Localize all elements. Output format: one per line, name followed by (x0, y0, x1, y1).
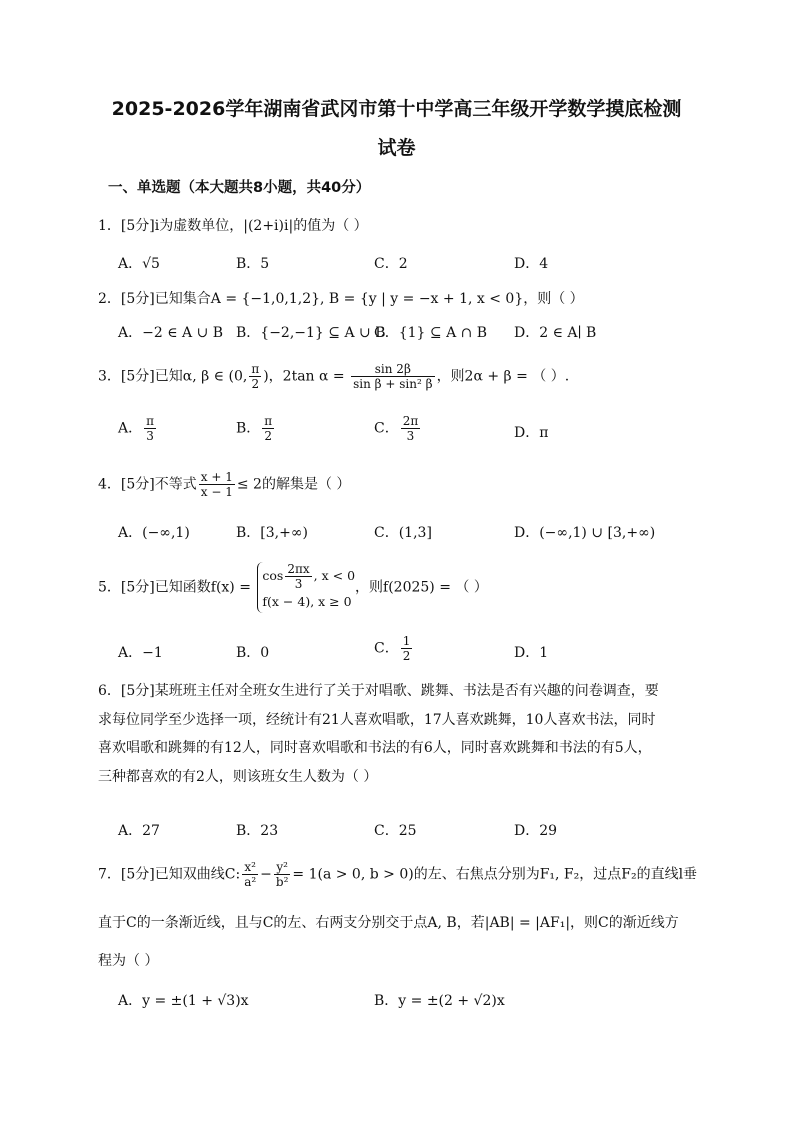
question-text-post: = 1(a > 0, b > 0)的左、右焦点分别为F₁, F₂，过点F₂的直线l垂 (292, 866, 698, 883)
option-fraction (144, 414, 156, 443)
option-d: D．(−∞,1) ∪ [3,+∞) (514, 525, 656, 541)
option-b: B．{−2,−1} ⊆ A ∪ B (236, 325, 386, 341)
case-text: cos (262, 568, 284, 583)
question-text-post: ≤ 2的解集是（ ） (236, 476, 351, 493)
option-a (118, 414, 158, 443)
question-6-line-2: 求每位同学至少选择一项，经统计有21人喜欢唱歌，17人喜欢跳舞，10人喜欢书法，同时 (98, 711, 656, 728)
case-fraction (285, 562, 311, 591)
option-fraction (401, 634, 413, 663)
option-c: C．(1,3] (374, 525, 432, 541)
fraction-denominator: 2 (251, 377, 260, 391)
piecewise-case-1 (262, 562, 355, 591)
fraction-denominator: 3 (294, 577, 303, 591)
question-6 (98, 677, 698, 791)
option-b: B．23 (236, 823, 279, 839)
option-d: D．4 (514, 256, 549, 272)
question-4 (98, 470, 698, 499)
option-fraction (401, 414, 421, 443)
option-a: A．−2 ∈ A ∪ B (118, 325, 224, 341)
question-6-options (118, 820, 718, 848)
option-d (514, 422, 548, 442)
question-4-options (118, 522, 718, 550)
fraction-numerator: x + 1 (200, 470, 233, 484)
option-text: 1 (539, 645, 549, 661)
option-label: B． (236, 420, 261, 437)
question-score: [5分] (120, 368, 155, 385)
option-b: B．5 (236, 256, 270, 272)
fraction-denominator: sin β + sin² β (353, 377, 433, 391)
fraction-numerator: 2πx (287, 562, 310, 576)
question-text-post: ，则f(2025) = （ ） (355, 579, 488, 596)
question-2 (98, 288, 698, 308)
piecewise-case-2: f(x − 4), x ≥ 0 (262, 594, 352, 609)
option-b: B．[3,+∞) (236, 525, 308, 541)
question-number: 3． (98, 368, 121, 385)
option-label: C． (374, 640, 399, 657)
question-number: 7． (98, 866, 121, 883)
option-fraction (262, 414, 274, 443)
option-label: D． (514, 645, 540, 661)
option-a: A．√5 (118, 256, 160, 272)
option-a (118, 642, 163, 662)
fraction-denominator: a² (244, 875, 257, 889)
question-7-line-2: 直于C的一条渐近线，且与C的左、右两支分别交于点A, B，若|AB| = |AF₁|，则C的渐近线方 (98, 915, 679, 931)
question-text-post: ，则2α + β = （ ）. (436, 368, 570, 385)
fraction-numerator: 2π (402, 414, 419, 428)
option-a: A．27 (118, 823, 160, 839)
question-1-options (118, 253, 718, 281)
question-7-line-3: 程为（ ） (98, 953, 159, 969)
option-label: A． (118, 645, 143, 661)
question-number: 5． (98, 579, 121, 596)
option-c: C．2 (374, 256, 408, 272)
question-7-options (118, 990, 718, 1018)
option-a: A．(−∞,1) (118, 525, 190, 541)
fraction-numerator: π (251, 362, 260, 376)
option-b (236, 414, 276, 443)
question-7 (98, 860, 698, 889)
inequality-fraction (199, 470, 235, 499)
fraction-numerator: π (264, 414, 273, 428)
question-score: [5分] (120, 291, 155, 307)
fraction-denominator: 2 (264, 429, 273, 443)
fraction-numerator: π (146, 414, 155, 428)
option-d (514, 642, 548, 662)
fraction-denominator: 3 (146, 429, 154, 443)
fraction-denominator: b² (275, 875, 289, 889)
option-label: A． (118, 420, 143, 437)
hyperbola-y-fraction (274, 860, 291, 889)
option-label: D． (514, 425, 540, 441)
question-5 (98, 562, 698, 613)
piecewise-brace (257, 562, 355, 613)
minus-sign: − (260, 866, 272, 883)
question-score: [5分] (120, 218, 155, 234)
question-number: 6． (98, 683, 121, 699)
interval-fraction (249, 362, 261, 391)
option-c (374, 634, 414, 663)
question-number: 2． (98, 291, 121, 307)
question-3 (98, 362, 698, 391)
question-text: 某班班主任对全班女生进行了关于对唱歌、跳舞、书法是否有兴趣的问卷调查，要 (154, 683, 659, 699)
question-2-options (118, 322, 718, 350)
option-c: C．{1} ⊆ A ∩ B (374, 325, 488, 341)
hyperbola-x-fraction (242, 860, 258, 889)
question-text-mid: ，2tan α = (268, 368, 350, 385)
question-6-line-3: 喜欢唱歌和跳舞的有12人，同时喜欢唱歌和书法的有6人，同时喜欢跳舞和书法的有5人， (98, 740, 652, 756)
question-5-options (118, 634, 718, 670)
question-6-line-1 (98, 677, 698, 706)
section-header: 一、单选题（本大题共8小题，共40分） (108, 180, 371, 196)
option-text: −1 (142, 645, 163, 661)
option-text: 0 (260, 645, 270, 661)
question-1 (98, 215, 698, 235)
fraction-numerator: y² (274, 860, 291, 875)
option-c: C．25 (374, 823, 417, 839)
fraction-denominator: x − 1 (200, 485, 233, 499)
question-score: [5分] (120, 683, 155, 699)
option-label: C． (374, 420, 399, 437)
option-text: π (539, 425, 549, 441)
case-condition: , x < 0 (313, 568, 356, 583)
question-text-pre: 已知α, β ∈ (154, 368, 229, 385)
tan-fraction (351, 362, 434, 391)
question-text: 已知集合A = {−1,0,1,2}, B = {y | y = −x + 1, x < 0}，则（ ） (154, 291, 584, 307)
question-score: [5分] (120, 579, 155, 596)
option-d: D．29 (514, 823, 558, 839)
fraction-numerator: 1 (402, 634, 411, 648)
fraction-numerator: sin 2β (351, 362, 434, 377)
question-text: i为虚数单位，|(2+i)i|的值为（ ） (154, 218, 368, 234)
option-d: D．2 ∈ A∣ B (514, 325, 597, 341)
option-b: B．y = ±(2 + √2)x (374, 993, 505, 1009)
question-number: 4． (98, 476, 121, 493)
fraction-denominator: 3 (406, 429, 415, 443)
question-3-options (118, 414, 718, 454)
question-6-line-4: 三种都喜欢的有2人，则该班女生人数为（ ） (98, 768, 378, 785)
paper-title-line-2: 试卷 (377, 137, 416, 159)
question-text-pre: 已知函数f(x) = (154, 579, 256, 596)
interval-close: ) (263, 368, 269, 385)
option-c (374, 414, 422, 443)
fraction-denominator: 2 (402, 649, 411, 663)
fraction-numerator: x² (242, 860, 258, 875)
question-text-pre: 不等式 (154, 476, 197, 493)
question-score: [5分] (120, 866, 155, 883)
option-a: A．y = ±(1 + √3)x (118, 993, 249, 1009)
option-label: B． (236, 645, 261, 661)
question-text-pre: 已知双曲线C: (154, 866, 241, 883)
paper-title-line-1: 2025-2026学年湖南省武冈市第十中学高三年级开学数学摸底检测 (111, 98, 682, 120)
question-number: 1． (98, 218, 121, 234)
interval-open: (0, (228, 368, 248, 385)
question-score: [5分] (120, 476, 155, 493)
option-b (236, 642, 269, 662)
